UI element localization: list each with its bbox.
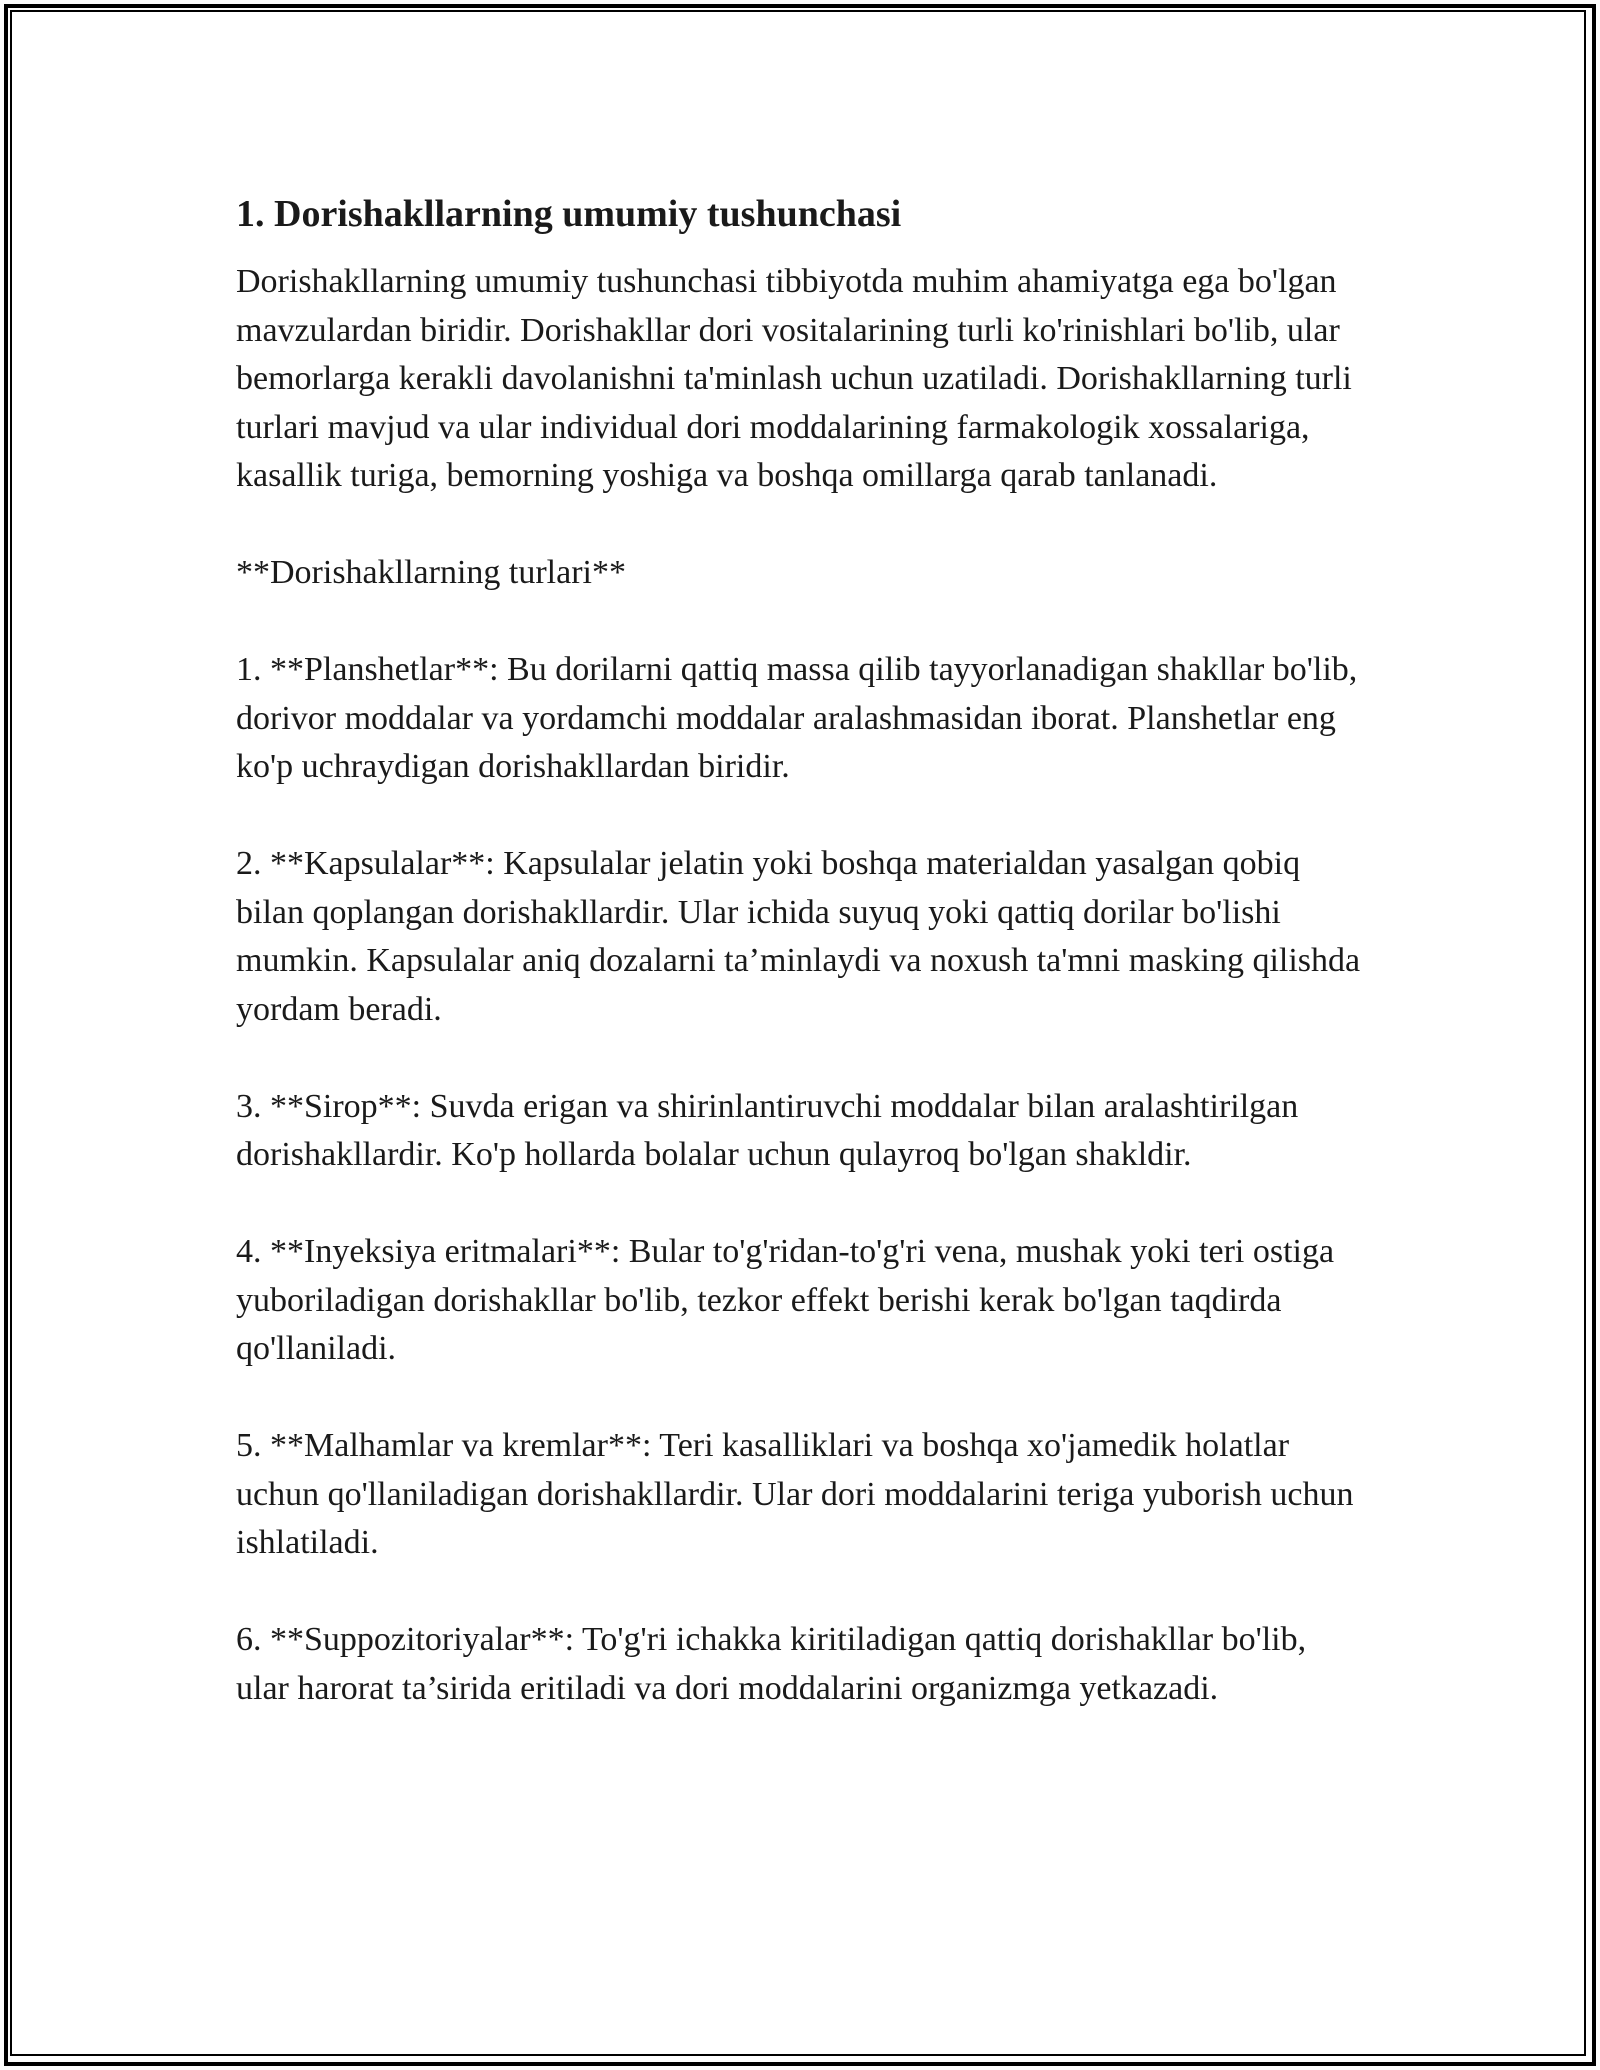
paragraph-spacer (236, 1180, 1366, 1229)
list-item-injections: 4. **Inyeksiya eritmalari**: Bular to'g'ridan-to'g'ri vena, mushak yoki teri ostiga yuboriladigan dorishakllar bo'lib, tezkor effekt berishi kerak bo'lgan taqdirda qo'llaniladi. (236, 1233, 1335, 1367)
paragraph-spacer (236, 501, 1366, 550)
paragraph-spacer (236, 1568, 1366, 1617)
list-item-tablets: 1. **Planshetlar**: Bu dorilarni qattiq massa qilib tayyorlanadigan shakllar bo'lib, dorivor moddalar va yordamchi moddalar aralashmasidan iborat. Planshetlar eng ko'p uchraydigan dorishakllardan biridir. (236, 651, 1358, 785)
document-body (236, 188, 1366, 1713)
types-subheading: **Dorishakllarning turlari** (236, 554, 626, 591)
list-item-syrup: 3. **Sirop**: Suvda erigan va shirinlantiruvchi moddalar bilan aralashtirilgan dorishakllardir. Ko'p hollarda bolalar uchun qulayroq bo'lgan shakldir. (236, 1087, 1299, 1173)
list-item-suppositories: 6. **Suppozitoriyalar**: To'g'ri ichakka kiritiladigan qattiq dorishakllar bo'lib, ular harorat ta’sirida eritiladi va dori moddalarini organizmga yetkazadi. (236, 1621, 1307, 1707)
paragraph-spacer (236, 792, 1366, 841)
section-heading: 1. Dorishakllarning umumiy tushunchasi (236, 193, 902, 235)
paragraph-spacer (236, 1374, 1366, 1423)
list-item-ointments: 5. **Malhamlar va kremlar**: Teri kasalliklari va boshqa xo'jamedik holatlar uchun qo'llaniladigan dorishakllardir. Ular dori moddalarini teriga yuborish uchun ishlatiladi. (236, 1427, 1354, 1561)
paragraph-spacer (236, 1034, 1366, 1083)
list-item-capsules: 2. **Kapsulalar**: Kapsulalar jelatin yoki boshqa materialdan yasalgan qobiq bilan qoplangan dorishakllardir. Ular ichida suyuq yoki qattiq dorilar bo'lishi mumkin. Kapsulalar aniq dozalarni ta’minlaydi va noxush ta'mni masking qilishda yordam beradi. (236, 845, 1361, 1028)
intro-paragraph: Dorishakllarning umumiy tushunchasi tibbiyotda muhim ahamiyatga ega bo'lgan mavzulardan biridir. Dorishakllar dori vositalarining turli ko'rinishlari bo'lib, ular bemorlarga kerakli davolanishni ta'minlash uchun uzatiladi. Dorishakllarning turli turlari mavjud va ular individual dori moddalarining farmakologik xossalariga, kasallik turiga, bemorning yoshiga va boshqa omillarga qarab tanlanadi. (236, 263, 1352, 494)
paragraph-spacer (236, 598, 1366, 647)
